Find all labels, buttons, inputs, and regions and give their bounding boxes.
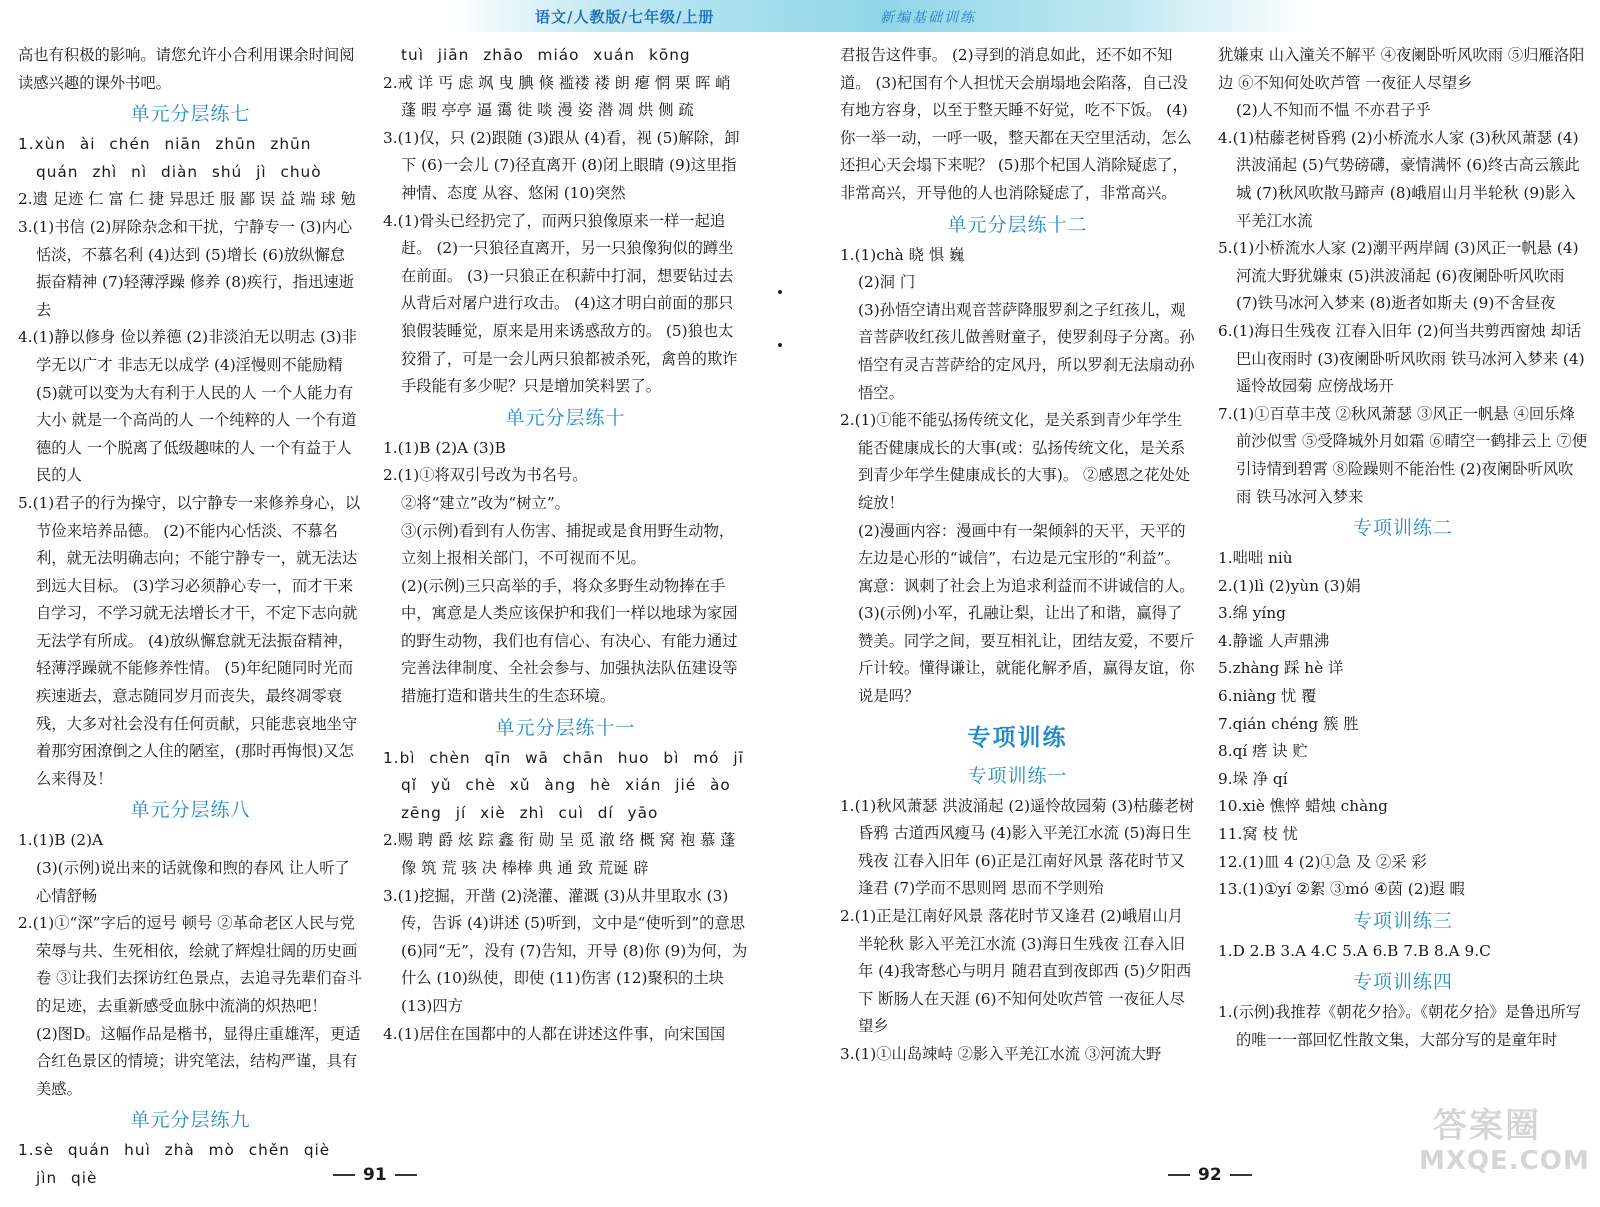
answer-item: (2)(示例)三只高举的手，将众多野生动物捧在手中，寓意是人类应该保护和我们一样以地球为家园的野生动物，我们也有信心、有决心、有能力通过完善法律制度、全社会参与、加强执法队伍建设等措施打造和谐共生的生态环境。 [401, 576, 738, 706]
answer-item: (2)人不知而不愠 不亦君子乎 [1236, 101, 1431, 120]
answer-item: (3)(示例)小军，孔融让梨，让出了和谐，赢得了赞美。同学之间，要互相礼让，团结友爱，不要斤斤计较。懂得谦让，就能化解矛盾，赢得友谊，你说是吗？ [858, 604, 1195, 706]
answer-item: 2.遗 足迹 仁 富 仁 捷 异思迁 服 鄙 误 益 端 球 勉 [18, 190, 356, 209]
answer-item: 4.(1)静以修身 俭以养德 (2)非淡泊无以明志 (3)非学无以广才 非志无以成学 (4)淫慢则不能励精 (5)就可以变为大有利于人民的人 一个人能力有大小 就是一个高尚的人 一个纯粹的人 一个有道德的人 一个脱离了低级趣味的人 一个有益于人民的人 [18, 328, 357, 485]
answer-item: 犹嫌束 山入潼关不解平 ④夜阑卧听风吹雨 ⑤归雁洛阳边 ⑥不知何处吹芦管 一夜征人尽望乡 [1218, 46, 1585, 92]
answer-item: 1.(1)秋风萧瑟 洪波涌起 (2)遥怜故园菊 (3)枯藤老树昏鸦 古道西风瘦马 (4)影入平羌江水流 (5)海日生残夜 江春入旧年 (6)正是江南好风景 落花时节又逢君 (7)学而不思则罔 思而不学则殆 [840, 796, 1195, 898]
answer-item: 3.绵 yíng [1218, 604, 1286, 623]
watermark-url: MXQE.COM [1419, 1146, 1590, 1176]
answer-item: 3.(1)①山岛竦峙 ②影入平羌江水流 ③河流大野 [840, 1045, 1162, 1063]
answer-item: 1.咄咄 niù [1218, 549, 1293, 568]
section-heading: 单元分层练七 [130, 103, 251, 126]
page-number-right-value: 92 [1198, 1165, 1222, 1185]
section-heading: 专项训练二 [1352, 517, 1453, 540]
watermark-title: 答案圈 [1433, 1106, 1541, 1146]
answer-item: 1.(1)B (2)A [18, 831, 104, 850]
answer-item: 12.(1)皿 4 (2)①急 及 ②采 彩 [1218, 852, 1427, 871]
section-heading: 单元分层练八 [130, 799, 251, 822]
answer-item: tuì jiān zhāo miáo xuán kōng [401, 46, 691, 64]
page-number-left [325, 1165, 425, 1185]
chapter-heading: 专项训练 [967, 724, 1068, 751]
answer-item: 1.(1)B (2)A (3)B [383, 438, 506, 457]
answer-item: 3.(1)挖掘，开凿 (2)浇灌、灌溉 (3)从井里取水 (3)传，告诉 (4)讲述 (5)听到，文中是“使听到”的意思 (6)同“无”，没有 (7)告知，开导 (8)你 (9)为何，为什么 (10)纵使，即使 (11)伤害 (12)聚积的土块 (13)四方 [383, 886, 748, 1015]
answer-item: 13.(1)①yí ②絮 ③mó ④茵 (2)遐 暇 [1218, 880, 1465, 899]
answer-column-3 [840, 42, 1195, 1157]
header-subject-info: 语文/人教版/七年级/上册 [535, 8, 715, 26]
answer-item: 6.niàng 忧 覆 [1218, 687, 1317, 706]
answer-item: 君报告这件事。 (2)寻到的消息如此，还不如不知道。 (3)杞国有个人担忧天会崩塌地会陷落，自己没有地方容身，以至于整天睡不好觉，吃不下饭。 (4)你一举一动，一呼一吸，整天都在天空里活动，怎么还担心天会塌下来呢？ (5)那个杞国人消除疑虑了，非常高兴，开导他的人也消除疑虑了，非常高兴。 [840, 46, 1192, 202]
answer-item: 1.D 2.B 3.A 4.C 5.A 6.B 7.B 8.A 9.C [1218, 941, 1491, 960]
answer-item: ②将“建立”改为“树立”。 [401, 493, 570, 512]
page-number-right [1160, 1165, 1260, 1185]
header-series-title: 新编基础训练 [880, 10, 976, 26]
answer-item: 4.(1)骨头已经扔完了，而两只狼像原来一样一起追赶。 (2)一只狼径直离开，另一只狼像狗似的蹲坐在前面。 (3)一只狼正在积薪中打洞，想要钻过去从背后对屠户进行攻击。 (4)这才明白前面的那只狼假装睡觉，原来是用来诱惑敌方的。 (5)狼也太狡猾了，可是一会儿两只狼都被杀死，禽兽的欺诈手段能有多少呢？只是增加笑料罢了。 [383, 211, 738, 396]
section-heading: 单元分层练十一 [495, 716, 636, 739]
answer-item: 11.窝 枝 忧 [1218, 825, 1298, 844]
answer-item: 3.(1)仅，只 (2)跟随 (3)跟从 (4)看，视 (5)解除，卸下 (6)一会儿 (7)径直离开 (8)闭上眼睛 (9)这里指神情、态度 从容、悠闲 (10)突然 [383, 128, 740, 202]
page-number-left-value: 91 [363, 1165, 387, 1185]
answer-item: (2)洞 门 [858, 273, 916, 292]
section-heading: 单元分层练十二 [947, 213, 1088, 236]
binding-dot [778, 290, 782, 294]
answer-item: 7.(1)①百草丰茂 ②秋风萧瑟 ③风正一帆悬 ④回乐烽前沙似雪 ⑤受降城外月如霜 ⑥晴空一鹤排云上 ⑦便引诗情到碧霄 ⑧险躁则不能治性 (2)夜阑卧听风吹雨 铁马冰河入梦来 [1218, 404, 1588, 506]
answer-item: 2.戒 详 丐 虑 飒 曳 腆 倏 褴褛 褛 朗 瘪 惘 栗 晖 峭 蓬 暇 亭亭 逼 霭 徙 啖 漫 姿 潜 凋 烘 侧 疏 [383, 73, 731, 120]
answer-item: 2.(1)lì (2)yùn (3)娟 [1218, 576, 1361, 595]
site-watermark [1405, 1098, 1590, 1188]
answer-item: 5.(1)君子的行为操守，以宁静专一来修养身心，以节俭来培养品德。 (2)不能内心恬淡、不慕名利，就无法明确志向；不能宁静专一，就无法达到远大目标。 (3)学习必须静心专一，而才干来自学习，不学习就无法增长才干，不定下志向就无法学有所成。 (4)放纵懈怠就无法振奋精神，轻薄浮躁就不能修养性情。 (5)年纪随同时光而疾速逝去，意志随同岁月而丧失，最终凋零衰残，大多对社会没有任何贡献，只能悲哀地坐守着那穷困潦倒之人住的陋室，(那时再悔恨)又怎么来得及！ [18, 493, 361, 788]
answer-item: (3)孙悟空请出观音菩萨降服罗刹之子红孩儿，观音菩萨收红孩儿做善财童子，使罗刹母子分离。孙悟空有灵吉菩萨给的定风丹，所以罗刹无法扇动孙悟空。 [858, 300, 1195, 402]
answer-item: 2.(1)①“深”字后的逗号 顿号 ②革命老区人民与党荣辱与共、生死相依，绘就了辉煌壮阔的历史画卷 ③让我们去探访红色景点，去追寻先辈们奋斗的足迹，去重新感受血脉中流淌的炽热吧！ [18, 914, 363, 1015]
answer-item: (3)(示例)说出来的话就像和煦的春风 让人听了心情舒畅 [36, 859, 350, 905]
binding-dot [778, 343, 782, 347]
answer-item: (2)漫画内容：漫画中有一架倾斜的天平，天平的左边是心形的“诚信”，右边是元宝形的“利益”。寓意：讽刺了社会上为追求利益而不讲诚信的人。 [858, 521, 1195, 595]
section-heading: 专项训练三 [1352, 909, 1453, 932]
answer-item: 5.zhàng 踩 hè 详 [1218, 659, 1344, 678]
answer-item: 8.qí 瘩 诀 贮 [1218, 742, 1308, 761]
answer-item: ③(示例)看到有人伤害、捕捉或是食用野生动物，立刻上报相关部门，不可视而不见。 [401, 521, 735, 568]
answer-item: 2.(1)①将双引号改为书名号。 [383, 466, 588, 485]
section-heading: 专项训练一 [967, 764, 1068, 787]
section-heading: 单元分层练十 [505, 406, 626, 429]
answer-item: 高也有积极的影响。请您允许小合利用课余时间阅读感兴趣的课外书吧。 [18, 46, 355, 92]
answer-item: 2.赐 聘 爵 炫 踪 鑫 衔 勋 呈 觅 澈 络 概 窝 袍 慕 蓬 像 筑 荒 骇 决 棒棒 典 通 致 荒诞 辟 [383, 831, 736, 878]
answer-item: 1.(示例)我推荐《朝花夕拾》。《朝花夕拾》是鲁迅所写的唯一一部回忆性散文集，大部分写的是童年时 [1218, 1003, 1582, 1049]
answer-item: 9.垛 净 qí [1218, 769, 1288, 788]
answer-item: 2.(1)正是江南好风景 落花时节又逢君 (2)峨眉山月半轮秋 影入平羌江水流 (3)海日生残夜 江春入旧年 (4)我寄愁心与明月 随君直到夜郎西 (5)夕阳西下 断肠人在天涯 (6)不知何处吹芦管 一夜征人尽望乡 [840, 907, 1192, 1036]
answer-item: 1.(1)chà 晓 惧 巍 [840, 245, 965, 264]
answer-item: 6.(1)海日生残夜 江春入旧年 (2)何当共剪西窗烛 却话巴山夜雨时 (3)夜阑卧听风吹雨 铁马冰河入梦来 (4)遥怜故园菊 应傍战场开 [1218, 321, 1585, 396]
header-band [0, 0, 1600, 32]
answer-item: 1.xùn ài chén niān zhūn zhūn quán zhì nì diàn shú jì chuò [18, 135, 322, 181]
answer-item: 2.(1)①能不能弘扬传统文化，是关系到青少年学生能否健康成长的大事(或：弘扬传统文化，是关系到青少年学生健康成长的大事)。 ②感恩之花处处绽放！ [840, 411, 1191, 512]
answer-item: 4.静谧 人声鼎沸 [1218, 631, 1330, 650]
answer-column-1 [18, 42, 363, 1187]
answer-item: 1.bì chèn qīn wā chān huo bì mó jī qǐ yǔ chè xǔ àng hè xián jié ào zēng jí xiè zhì cuì dí yāo [383, 748, 744, 822]
section-heading: 单元分层练九 [130, 1109, 251, 1132]
answer-column-2 [383, 42, 748, 1157]
answer-item: 5.(1)小桥流水人家 (2)潮平两岸阔 (3)风正一帆悬 (4)河流大野犹嫌束 (5)洪波涌起 (6)夜阑卧听风吹雨 (7)铁马冰河入梦来 (8)逝者如斯夫 (9)不舍昼夜 [1218, 239, 1579, 313]
section-heading: 专项训练四 [1352, 971, 1453, 994]
answer-item: 4.(1)居住在国都中的人都在讲述这件事，向宋国国 [383, 1024, 726, 1043]
answer-item: (2)图D。这幅作品是楷书，显得庄重雄浑，更适合红色景区的情境；讲究笔法，结构严谨，具有美感。 [36, 1024, 361, 1098]
answer-item: 1.sè quán huì zhà mò chěn qiè jìn qiè [18, 1141, 331, 1187]
answer-column-4 [1218, 42, 1588, 1157]
answer-item: 7.qián chéng 簇 胜 [1218, 714, 1359, 733]
answer-item: 3.(1)书信 (2)屏除杂念和干扰，宁静专一 (3)内心恬淡，不慕名利 (4)达到 (5)增长 (6)放纵懈怠 振奋精神 (7)轻薄浮躁 修养 (8)疾行，指迅速逝去 [18, 217, 354, 319]
answer-item: 10.xiè 憔悴 蜡烛 chàng [1218, 797, 1388, 816]
answer-item: 4.(1)枯藤老树昏鸦 (2)小桥流水人家 (3)秋风萧瑟 (4)洪波涌起 (5)气势磅礴，豪情满怀 (6)终古高云簇此城 (7)秋风吹散马蹄声 (8)峨眉山月半轮秋 (9)影入平羌江水流 [1218, 128, 1580, 230]
